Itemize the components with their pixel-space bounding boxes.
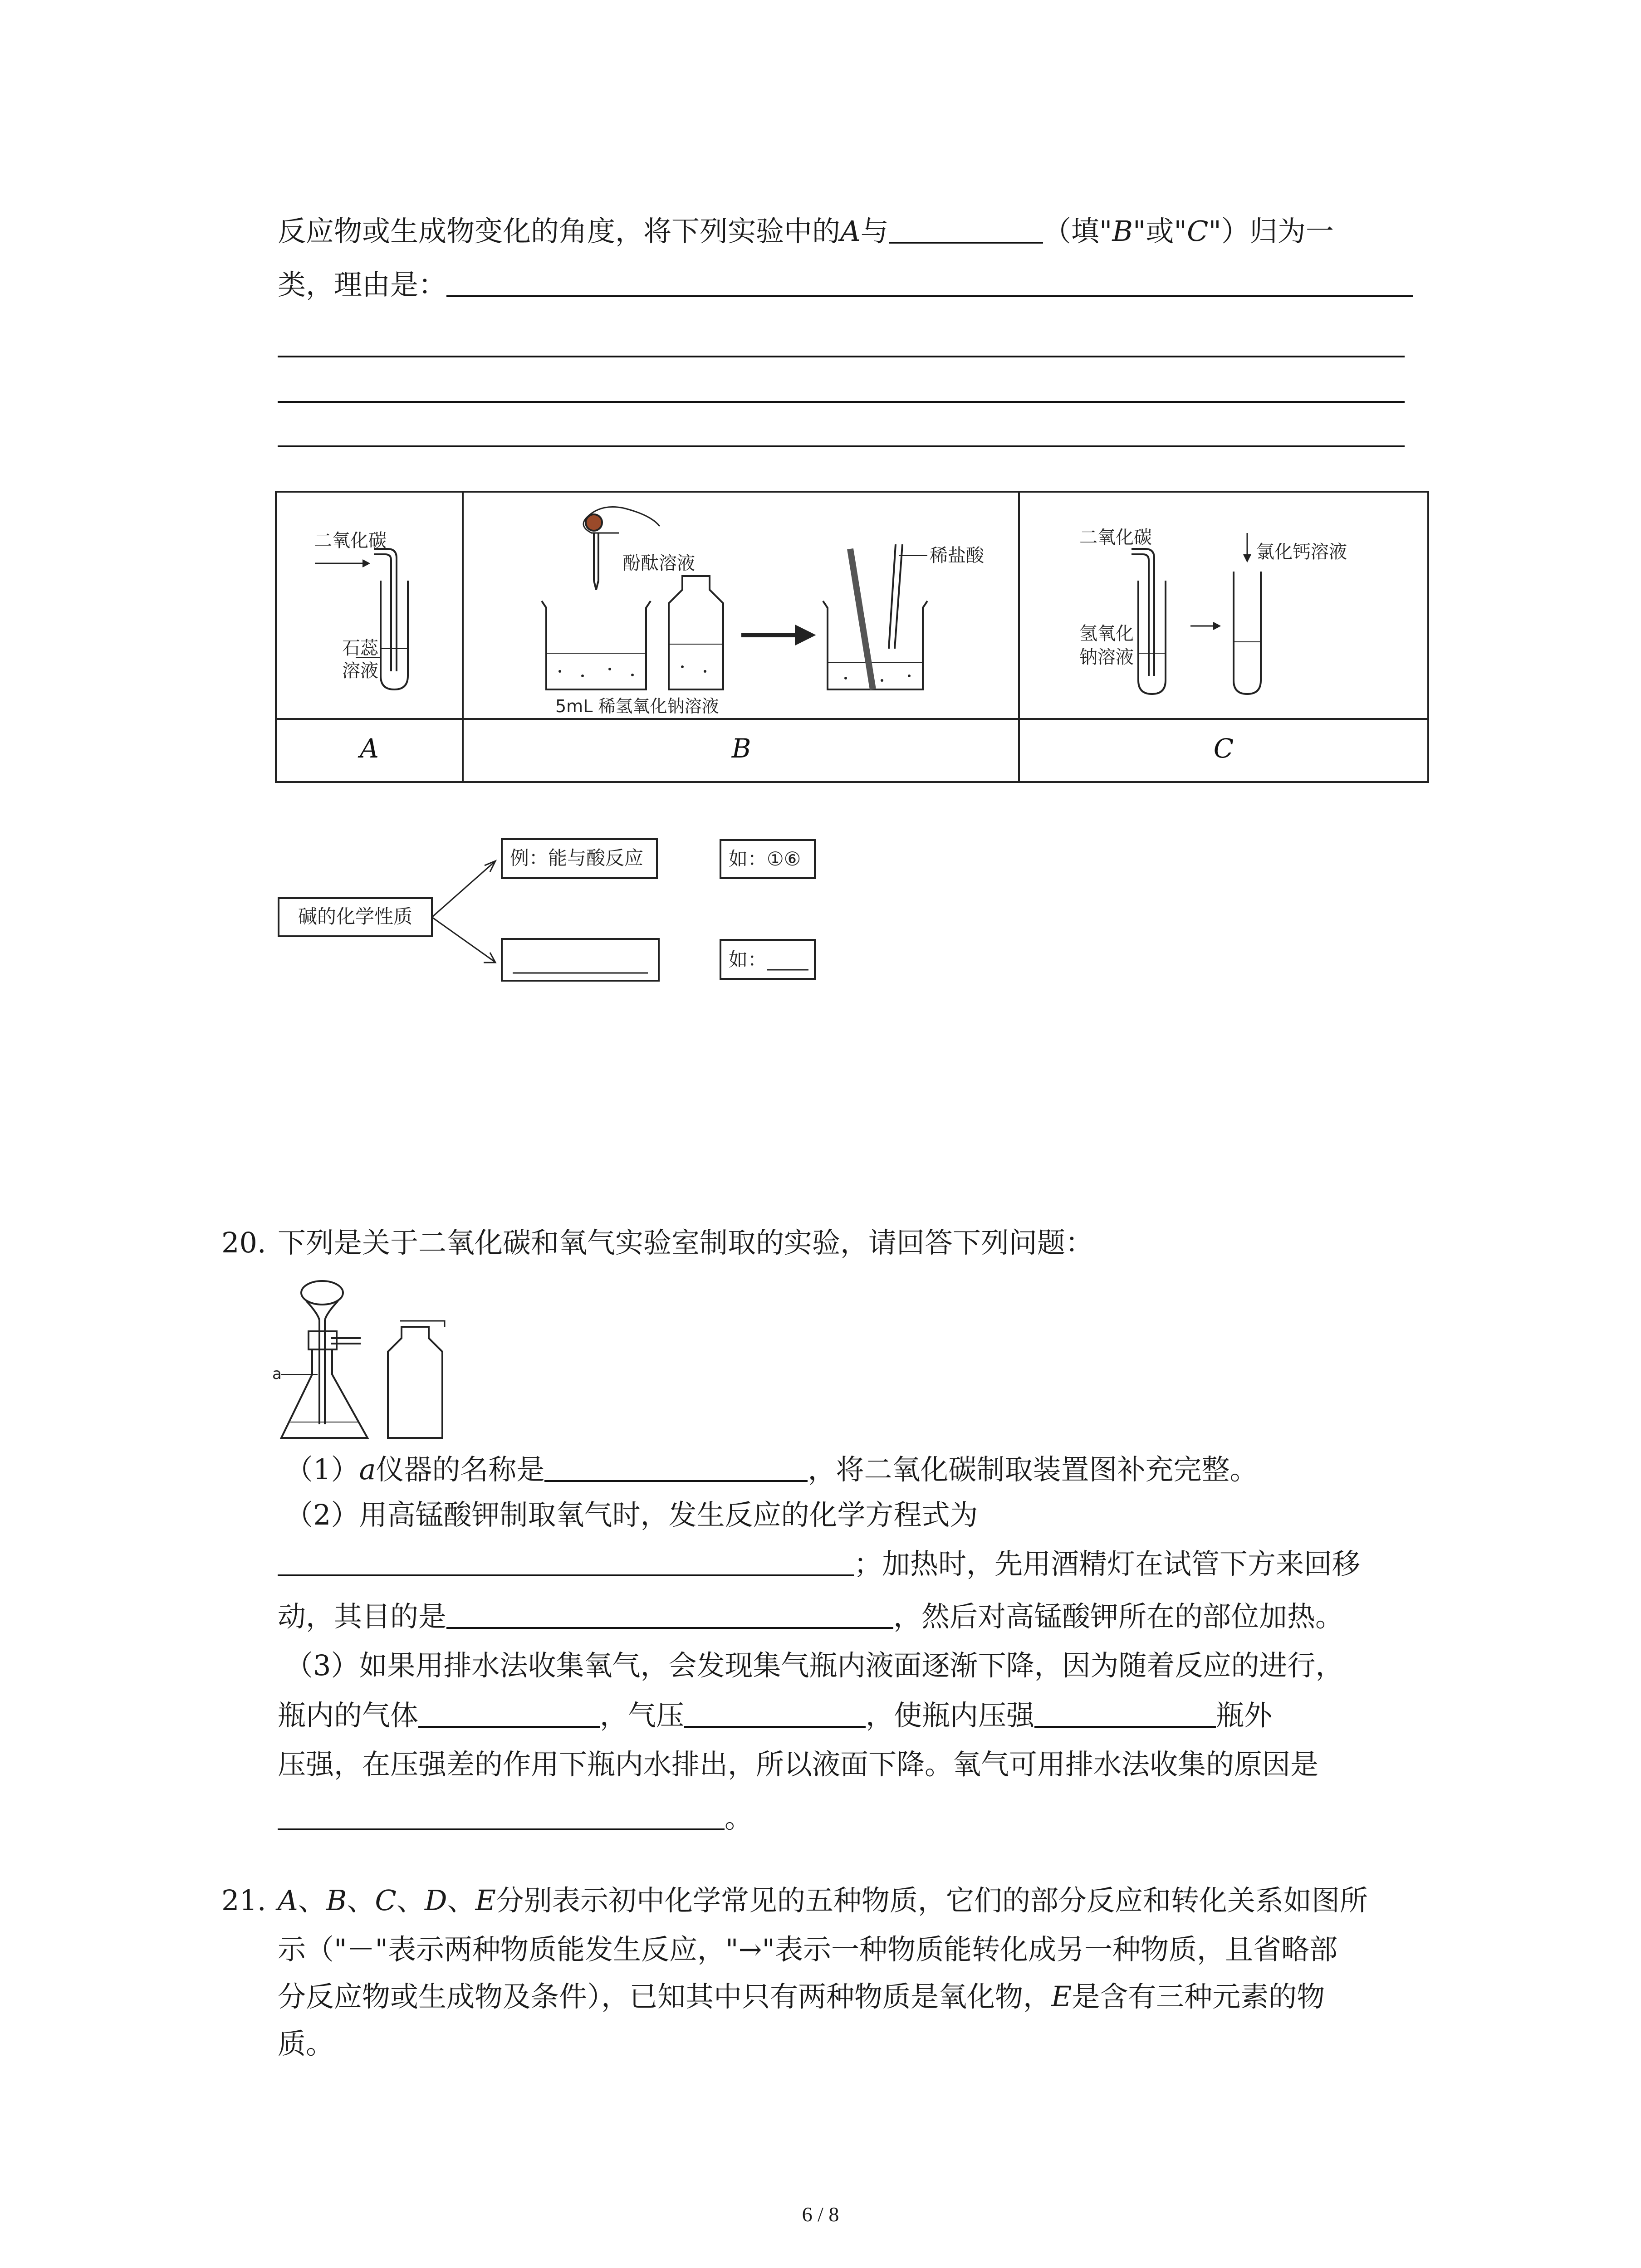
q20-part2b bbox=[278, 1546, 1360, 1582]
q20-text: 。 bbox=[725, 1801, 753, 1834]
q21-line-3 bbox=[278, 1979, 1325, 2015]
letter-c: C bbox=[375, 1884, 397, 1917]
figc-co2-label: 二氧化碳 bbox=[1079, 527, 1152, 548]
figa-litmus-label-1: 石蕊 bbox=[342, 638, 378, 659]
q20-part1 bbox=[285, 1452, 1258, 1488]
table-label-b: B bbox=[731, 733, 751, 764]
q19-line-2 bbox=[278, 267, 1413, 303]
blank-pressure[interactable] bbox=[684, 1701, 866, 1728]
blank-equation[interactable] bbox=[278, 1549, 854, 1576]
q19-text: "）归为一 bbox=[1208, 215, 1334, 248]
q20-part2c bbox=[278, 1598, 1343, 1635]
q21-line-4: 质。 bbox=[278, 2027, 334, 2060]
q19-text: 反应物或生成物变化的角度，将下列实验中的 bbox=[278, 215, 841, 248]
answer-line-1[interactable] bbox=[278, 356, 1405, 357]
q21-text: 是含有三种元素的物 bbox=[1072, 1980, 1325, 2013]
q20-apparatus-figure bbox=[272, 1270, 463, 1452]
blank-purpose[interactable] bbox=[446, 1602, 893, 1629]
q20-number: 20. bbox=[221, 1226, 266, 1259]
q20-text: 仪器的名称是 bbox=[376, 1453, 545, 1486]
q20-part3c: 压强，在压强差的作用下瓶内水排出，所以液面下降。氧气可用排水法收集的原因是 bbox=[278, 1748, 1319, 1781]
letter-e: E bbox=[475, 1884, 496, 1917]
blank-gas[interactable] bbox=[418, 1701, 600, 1728]
figa-co2-label: 二氧化碳 bbox=[314, 530, 387, 551]
blank-box[interactable] bbox=[502, 939, 659, 981]
figure-b-apparatus bbox=[542, 507, 927, 690]
figc-naoh-label-2: 钠溶液 bbox=[1079, 647, 1134, 668]
answer-line-2[interactable] bbox=[278, 401, 1405, 403]
blank-reason-o2[interactable] bbox=[278, 1803, 725, 1830]
apparatus-label-a: a bbox=[272, 1365, 282, 1383]
q19-text: "或" bbox=[1132, 215, 1187, 248]
q21-number: 21. bbox=[221, 1884, 266, 1917]
q20-text: 动，其目的是 bbox=[278, 1600, 447, 1633]
experiment-table bbox=[274, 490, 1432, 785]
q20-part3d bbox=[278, 1800, 753, 1836]
q20-part3b bbox=[278, 1697, 1272, 1734]
figure-c-apparatus bbox=[1132, 533, 1261, 694]
letter-e: E bbox=[1051, 1980, 1072, 2013]
q19-text: （填" bbox=[1043, 215, 1112, 248]
q20-text: ，将二氧化碳制取装置图补充完整。 bbox=[808, 1453, 1258, 1486]
figc-cacl2-label: 氯化钙溶液 bbox=[1256, 542, 1347, 562]
q21-line-1: A、B、C、D、E分别表示初中化学常见的五种物质，它们的部分反应和转化关系如图所 bbox=[278, 1884, 1368, 1917]
q21-line-2: 示（"－"表示两种物质能发生反应，"→"表示一种物质能转化成另一种物质，且省略部 bbox=[278, 1933, 1338, 1966]
q20-text: （1） bbox=[285, 1453, 359, 1486]
figb-hcl-label: 稀盐酸 bbox=[930, 545, 984, 566]
q20-text: 瓶内的气体 bbox=[278, 1699, 419, 1732]
q20-text: ；加热时，先用酒精灯在试管下方来回移 bbox=[854, 1547, 1361, 1580]
concept-root: 碱的化学性质 bbox=[298, 905, 413, 928]
letter-c: C bbox=[1186, 215, 1209, 248]
letter-b: B bbox=[1112, 215, 1133, 248]
q20-text: a bbox=[359, 1453, 376, 1486]
figc-naoh-label-1: 氢氧化 bbox=[1079, 623, 1134, 644]
table-label-a: A bbox=[360, 733, 379, 764]
answer-line-3[interactable] bbox=[278, 445, 1405, 447]
figb-phenol-label: 酚酞溶液 bbox=[622, 553, 695, 574]
table-label-c: C bbox=[1213, 733, 1234, 764]
q20-text: ，使瓶内压强 bbox=[866, 1699, 1035, 1732]
q21-text: 分反应物或生成物及条件），已知其中只有两种物质是氧化物， bbox=[278, 1980, 1052, 2013]
blank-reason[interactable] bbox=[446, 270, 1413, 297]
q20-text: ，气压 bbox=[600, 1699, 685, 1732]
page-number: 6 / 8 bbox=[802, 2203, 839, 2226]
q20-part3: （3）如果用排水法收集氧气，会发现集气瓶内液面逐渐下降，因为随着反应的进行， bbox=[285, 1649, 1344, 1682]
q20-text: 瓶外 bbox=[1216, 1699, 1273, 1732]
q20-text: ，然后对高锰酸钾所在的部位加热。 bbox=[893, 1600, 1344, 1633]
q21-text: 分别表示初中化学常见的五种物质，它们的部分反应和转化关系如图所 bbox=[495, 1884, 1368, 1917]
q20-part2: （2）用高锰酸钾制取氧气时，发生反应的化学方程式为 bbox=[285, 1498, 978, 1531]
concept-ru-1: 如：①⑥ bbox=[729, 848, 801, 870]
blank-compare[interactable] bbox=[1034, 1701, 1216, 1728]
letter-d: D bbox=[424, 1884, 447, 1917]
letter-a: A bbox=[278, 1884, 298, 1917]
letter-b: B bbox=[326, 1884, 347, 1917]
concept-map bbox=[277, 830, 821, 989]
reason-label: 类，理由是： bbox=[278, 268, 447, 301]
q19-line-1 bbox=[278, 213, 1334, 249]
figb-naoh-label: 5mL 稀氢氧化钠溶液 bbox=[555, 696, 719, 716]
letter-a: A bbox=[840, 215, 861, 248]
q19-text: 与 bbox=[860, 215, 889, 248]
blank-classify[interactable] bbox=[889, 216, 1043, 244]
figure-b-dots bbox=[558, 665, 911, 682]
concept-ru-2: 如： bbox=[729, 948, 767, 971]
q20-stem: 下列是关于二氧化碳和氧气实验室制取的实验，请回答下列问题： bbox=[278, 1226, 1094, 1259]
figa-litmus-label-2: 溶液 bbox=[342, 660, 378, 681]
blank-instrument-name[interactable] bbox=[544, 1455, 808, 1482]
concept-example: 例：能与酸反应 bbox=[510, 847, 644, 869]
